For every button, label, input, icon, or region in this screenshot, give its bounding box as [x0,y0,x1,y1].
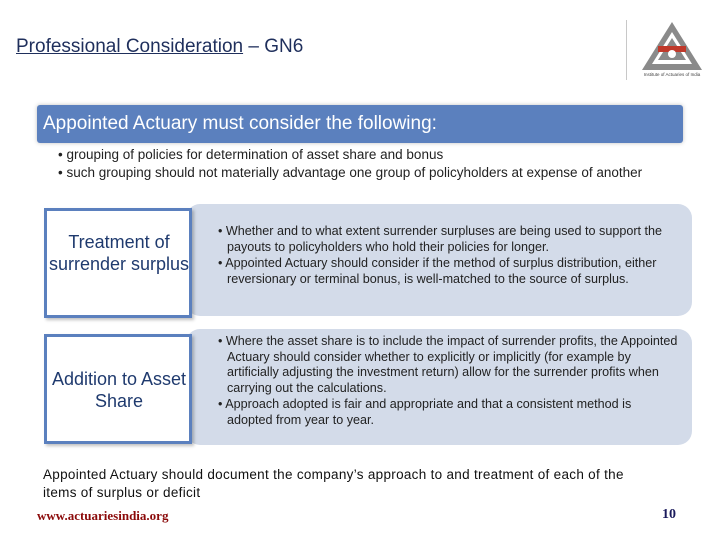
slide-title-suffix: – GN6 [243,36,304,57]
section-bullet: • Whether and to what extent surrender surpluses are being used to support the payouts to policyholders who hold their policies for longer. [218,224,663,254]
logo-caption: Institute of Actuaries of India [643,72,701,77]
section-bullets-surrender [218,224,668,288]
slide-title [16,36,303,58]
iai-logo-icon [636,18,708,80]
page-number: 10 [662,507,676,522]
banner [37,105,683,143]
section-bullet: • Where the asset share is to include the impact of surrender profits, the Appointed Actuary should consider whether to explicitly or implicitly (for example by artificially adjusting the investment return) allow for the surrender profits when carrying out the calculations. [218,334,678,395]
header-divider [626,20,627,80]
intro-bullet: • such grouping should not materially advantage one group of policyholders at expense of another [58,164,643,180]
section-label: Treatment of surrender surplus [48,232,190,274]
section-bullet: • Approach adopted is fair and appropriate and that a consistent method is adopted from year to year. [218,397,632,427]
intro-bullet: • grouping of policies for determination of asset share and bonus [58,147,444,162]
slide-title-main: Professional Consideration [16,36,244,57]
section-label: Addition to Asset Share [51,369,187,411]
section-bullets-asset-share [218,334,678,429]
banner-text: Appointed Actuary must consider the following: [43,113,437,134]
website-link[interactable]: www.actuariesindia.org [37,508,169,523]
section-bullet: • Appointed Actuary should consider if the method of surplus distribution, either reversionary or terminal bonus, is well-matched to the source of surplus. [218,256,657,286]
footer-note: Appointed Actuary should document the company’s approach to and treatment of each of the items of surplus or deficit [43,467,624,500]
intro-list [58,146,658,181]
